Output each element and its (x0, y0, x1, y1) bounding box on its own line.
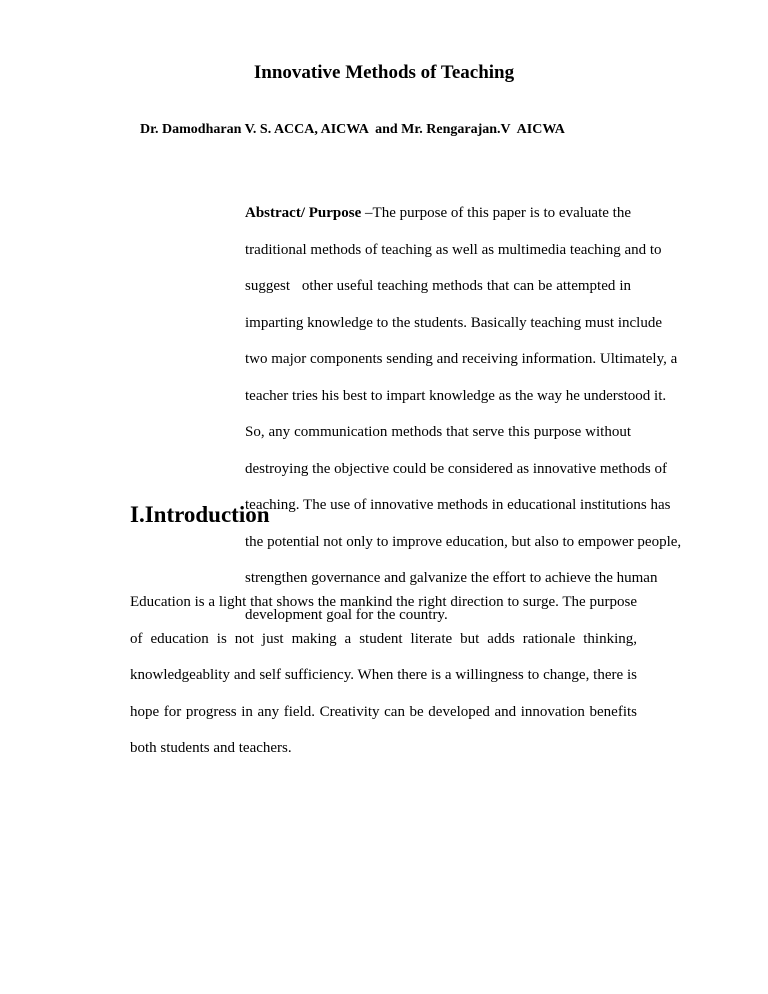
abstract-line: imparting knowledge to the students. Basically teaching must include (245, 314, 662, 331)
abstract-text: –The purpose of this paper is to evaluate the (365, 205, 631, 221)
paragraph-line: Education is a light that shows the mankind the right direction to surge. The purpose (130, 594, 637, 610)
abstract-line: traditional methods of teaching as well as multimedia teaching and to (245, 241, 662, 258)
document-title: Innovative Methods of Teaching (253, 62, 515, 83)
abstract-line: development goal for the country. (245, 606, 448, 623)
abstract-line: destroying the objective could be considered as innovative methods of (245, 460, 667, 477)
abstract-line: suggest other useful teaching methods that can be attempted in (245, 278, 631, 294)
section-heading: I.Introduction (130, 502, 270, 527)
abstract-line (245, 203, 631, 240)
abstract-line: two major components sending and receiving information. Ultimately, a (245, 351, 678, 367)
authors-line: Dr. Damodharan V. S. ACCA, AICWA and Mr. Rengarajan.V AICWA (140, 122, 565, 137)
abstract-line: So, any communication methods that serve this purpose without (245, 424, 631, 440)
abstract-line: teaching. The use of innovative methods in educational institutions has (245, 497, 671, 513)
abstract-line: the potential not only to improve education, but also to empower people, (245, 533, 682, 550)
paragraph-line: knowledgeablity and self sufficiency. When there is a willingness to change, there is (130, 667, 637, 683)
introduction-paragraph (130, 592, 637, 775)
paragraph-line: hope for progress in any field. Creativity can be developed and innovation benefits (130, 703, 637, 720)
abstract-line: strengthen governance and galvanize the effort to achieve the human (245, 570, 658, 586)
abstract-label: Abstract/ Purpose (245, 205, 362, 221)
paragraph-line: of education is not just making a student literate but adds rationale thinking, (130, 630, 637, 647)
abstract-line: teacher tries his best to impart knowledge as the way he understood it. (245, 387, 667, 404)
paragraph-line: both students and teachers. (130, 740, 292, 756)
